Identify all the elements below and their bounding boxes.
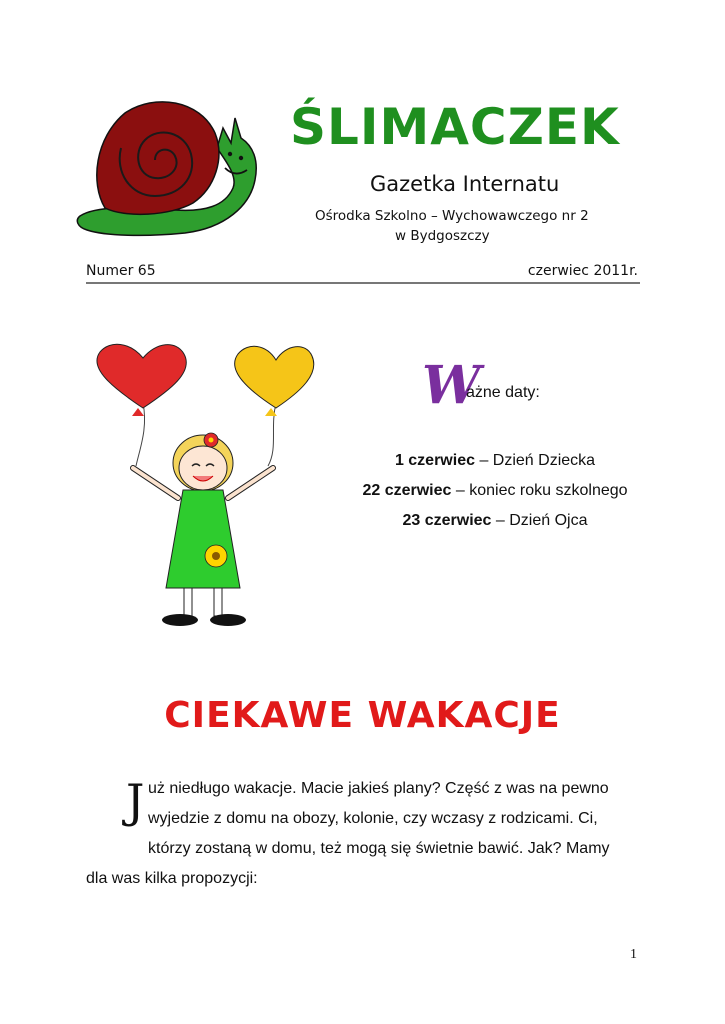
date-event: koniec roku szkolnego: [469, 482, 628, 499]
issue-date: czerwiec 2011r.: [527, 263, 638, 279]
date-item: 1 czerwiec – Dzień Dziecka: [394, 452, 596, 469]
institution-line-1: Ośrodka Szkolno – Wychowawczego nr 2: [315, 208, 589, 224]
page-title: ŚLIMACZEK: [290, 98, 620, 156]
article-line: dla was kilka propozycji:: [86, 870, 258, 887]
article-dropcap: J: [126, 774, 145, 828]
page-number: 1: [630, 947, 637, 962]
date-item: 22 czerwiec – koniec roku szkolnego: [362, 482, 628, 499]
article-line: uż niedługo wakacje. Macie jakieś plany? Część z was na pewno: [148, 780, 609, 797]
dates-initial: W: [422, 355, 481, 416]
subtitle: Gazetka Internatu: [370, 172, 560, 196]
header-divider: [86, 282, 640, 284]
article-title: CIEKAWE WAKACJE: [164, 695, 561, 736]
date-day: 22 czerwiec: [362, 482, 452, 499]
date-event: Dzień Dziecka: [492, 452, 596, 469]
dates-intro: ażne daty:: [466, 384, 540, 401]
date-day: 1 czerwiec: [394, 452, 475, 469]
date-day: 23 czerwiec: [402, 512, 492, 529]
snail-logo-icon: [75, 88, 275, 248]
girl-with-balloons-icon: [88, 338, 318, 638]
institution-line-2: w Bydgoszczy: [395, 228, 490, 244]
article-line: którzy zostaną w domu, też mogą się świetnie bawić. Jak? Mamy: [148, 840, 610, 857]
article-line: wyjedzie z domu na obozy, kolonie, czy wczasy z rodzicami. Ci,: [148, 810, 598, 827]
issue-number: Numer 65: [86, 263, 156, 279]
date-event: Dzień Ojca: [509, 512, 588, 529]
date-item: 23 czerwiec – Dzień Ojca: [402, 512, 588, 529]
